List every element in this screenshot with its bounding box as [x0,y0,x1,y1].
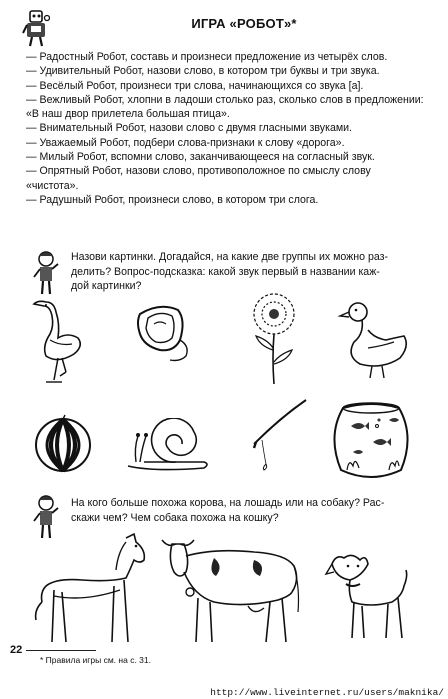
fishing-rod-picture [250,396,310,472]
question-line: дой картинки? [71,280,142,293]
task-item: — Радостный Робот, составь и произнеси предложение из четырёх слов. [26,51,388,63]
aster-picture [246,290,302,388]
task-item: — Вежливый Робот, хлопни в ладоши столько раз, сколько слов в предложении: «В наш двор прилетела большая птица». [26,93,424,121]
dog-picture [322,550,412,644]
watermelon-picture [33,414,93,474]
cow-picture [154,532,302,648]
task-item: — Радушный Робот, произнеси слово, в котором три слога. [26,193,319,206]
question-line: Назови картинки. Догадайся, на какие две группы их можно раз- [71,251,388,263]
aquarium-picture [329,396,413,484]
footnote-divider [26,650,96,651]
iron-picture [130,300,195,366]
child-mascot-icon [32,250,60,296]
question-2 [71,496,427,525]
task-item: — Внимательный Робот, назови слово с двумя гласными звуками. [26,122,352,135]
question-line: делить? Вопрос-подсказка: какой звук первый в названии каж- [71,265,380,278]
task-item: — Удивительный Робот, назови слово, в котором три буквы и три звука. [26,65,380,78]
task-item: — Опрятный Робот, назови слово, противоположное по смыслу слову «чистота». [26,165,371,192]
question-line: скажи чем? Чем собака похожа на кошку? [71,511,279,524]
question-1 [71,250,427,294]
question-line: На кого больше похожа корова, на лошадь или на собаку? Рас- [71,497,385,509]
task-item: — Уважаемый Робот, подбери слова-признаки к слову «дорога». [26,136,345,149]
page-title: ИГРА «РОБОТ»* [191,16,297,31]
duck-picture [334,296,412,384]
task-item: — Весёлый Робот, произнеси три слова, начинающихся со звука [а]. [26,79,364,92]
task-list [26,50,424,207]
horse-picture [30,530,150,648]
heron-picture [28,294,88,386]
watermark-url: http://www.liveinternet.ru/users/maknika/ [210,687,444,698]
footnote: * Правила игры см. на с. 31. [40,655,151,665]
task-item: — Милый Робот, вспомни слово, заканчивающееся на согласный звук. [26,151,375,164]
snail-picture [124,418,214,476]
page-number: 22 [10,644,23,656]
